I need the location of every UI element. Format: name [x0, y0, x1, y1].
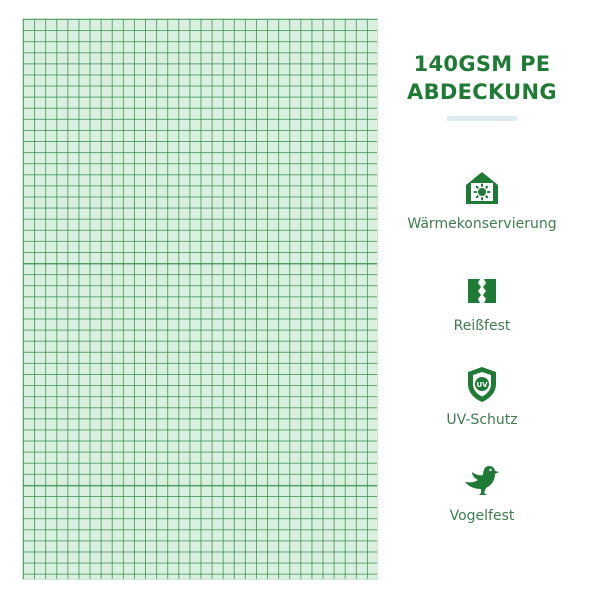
tear-resistant-icon [462, 270, 502, 310]
feature-label: Reißfest [453, 318, 511, 334]
greenhouse-sun-icon [462, 168, 502, 208]
product-heading [392, 50, 572, 106]
bird-icon [462, 460, 502, 500]
feature-bird-proof [392, 460, 572, 526]
feature-heat-retention [392, 168, 572, 234]
uv-shield-icon [462, 364, 502, 404]
feature-column [392, 0, 572, 600]
feature-label: UV-Schutz [446, 412, 518, 428]
pe-cover-mesh-image [22, 18, 378, 580]
feature-uv-protection [392, 364, 572, 430]
feature-tear-resistant [392, 270, 572, 336]
feature-label: Wärmekonservierung [407, 216, 557, 232]
heading-divider [447, 116, 517, 121]
mesh-seam [23, 263, 377, 265]
heading-line-2: ABDECKUNG [407, 80, 557, 104]
mesh-seam [23, 485, 377, 487]
heading-line-1: 140GSM PE [413, 52, 551, 76]
svg-text:UV: UV [476, 381, 488, 389]
feature-label: Vogelfest [449, 508, 515, 524]
